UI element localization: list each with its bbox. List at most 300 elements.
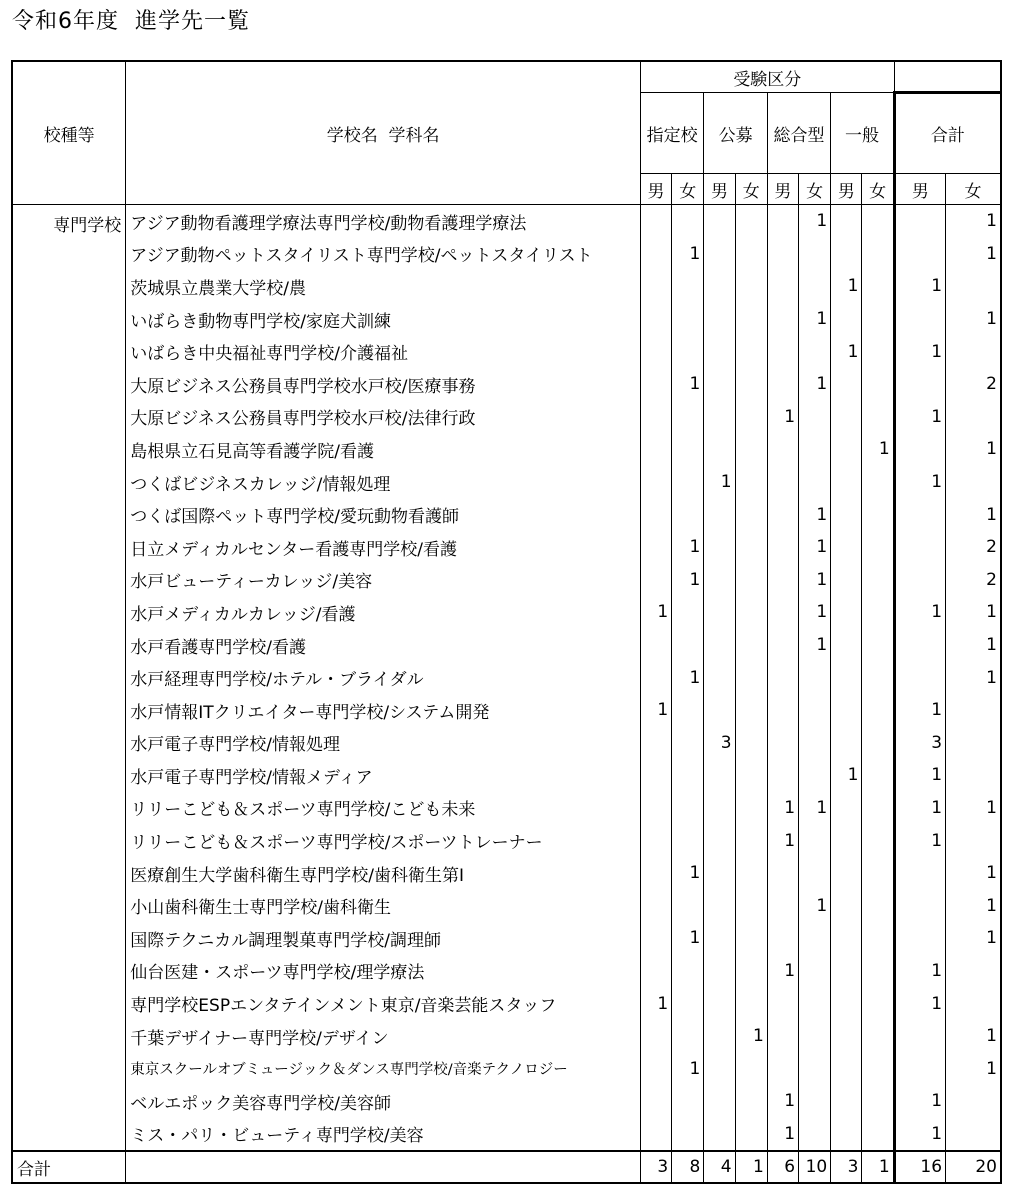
count-cell [862,1118,894,1152]
count-cell [735,238,767,271]
school-name-cell: 水戸メディカルカレッジ/看護 [126,596,641,629]
count-cell [799,466,831,499]
total-count-cell: 3 [831,1151,862,1183]
count-cell [735,759,767,792]
count-cell [894,564,945,597]
count-cell [640,629,671,662]
count-cell [672,629,704,662]
count-cell [704,596,735,629]
count-cell: 1 [894,1085,945,1118]
totals-label: 合計 [12,1151,126,1183]
count-cell: 1 [946,661,1001,694]
count-cell [672,303,704,336]
count-cell [799,759,831,792]
totals-blank-cell [126,1151,641,1183]
count-cell [831,1052,862,1085]
count-cell: 2 [946,564,1001,597]
school-name-cell: いばらき中央福祉専門学校/介護福祉 [126,335,641,368]
count-cell [704,1052,735,1085]
count-cell [672,824,704,857]
count-cell [799,1085,831,1118]
totals-row [12,1151,1001,1183]
count-cell: 1 [672,238,704,271]
count-cell [862,889,894,922]
count-cell [640,1118,671,1152]
table-row [12,824,1001,857]
count-cell [704,792,735,825]
count-cell [672,987,704,1020]
count-cell [767,368,798,401]
count-cell [735,1085,767,1118]
table-row [12,987,1001,1020]
count-cell: 3 [894,727,945,760]
count-cell [704,433,735,466]
count-cell: 1 [946,922,1001,955]
count-cell [704,857,735,890]
header-exam-comprehensive: 総合型 [767,93,830,174]
count-cell [831,629,862,662]
count-cell [704,694,735,727]
count-cell [640,401,671,434]
count-cell [799,1118,831,1152]
count-cell [735,564,767,597]
count-cell [831,1020,862,1053]
header-male: 男 [704,174,735,205]
count-cell [894,629,945,662]
count-cell [640,889,671,922]
count-cell [799,270,831,303]
count-cell [735,661,767,694]
count-cell [735,727,767,760]
count-cell [704,401,735,434]
page-title: 令和6年度 進学先一覧 [12,9,250,34]
count-cell [704,205,735,238]
count-cell: 1 [946,205,1001,238]
count-cell [799,238,831,271]
count-cell: 1 [946,238,1001,271]
school-name-cell: 東京スクールオブミュージック＆ダンス専門学校/音楽テクノロジー [126,1052,641,1085]
count-cell: 1 [946,629,1001,662]
count-cell [704,661,735,694]
count-cell: 1 [799,564,831,597]
count-cell [862,694,894,727]
count-cell [704,564,735,597]
count-cell: 1 [894,759,945,792]
count-cell [672,1118,704,1152]
count-cell [831,727,862,760]
count-cell [831,1085,862,1118]
count-cell [862,531,894,564]
count-cell [640,857,671,890]
count-cell [946,335,1001,368]
count-cell [946,759,1001,792]
total-count-cell: 1 [735,1151,767,1183]
count-cell [894,498,945,531]
header-female: 女 [735,174,767,205]
count-cell [735,1118,767,1152]
count-cell [767,987,798,1020]
count-cell [831,1118,862,1152]
count-cell [640,759,671,792]
table-row [12,1052,1001,1085]
count-cell [862,1020,894,1053]
count-cell [831,368,862,401]
school-name-cell: つくば国際ペット専門学校/愛玩動物看護師 [126,498,641,531]
count-cell [640,1085,671,1118]
count-cell [862,792,894,825]
table-row [12,792,1001,825]
count-cell: 1 [946,596,1001,629]
count-cell [894,433,945,466]
count-cell [862,759,894,792]
count-cell [894,238,945,271]
school-name-cell: つくばビジネスカレッジ/情報処理 [126,466,641,499]
count-cell [704,335,735,368]
count-cell [894,1052,945,1085]
count-cell [640,433,671,466]
count-cell [767,922,798,955]
school-name-cell: 日立メディカルセンター看護専門学校/看護 [126,531,641,564]
table-row [12,531,1001,564]
table-row [12,564,1001,597]
count-cell [735,368,767,401]
count-cell [831,466,862,499]
count-cell [672,792,704,825]
count-cell [735,922,767,955]
count-cell [735,270,767,303]
count-cell [862,987,894,1020]
count-cell [799,824,831,857]
count-cell [767,596,798,629]
table-row [12,889,1001,922]
count-cell: 2 [946,531,1001,564]
count-cell [831,824,862,857]
count-cell [735,889,767,922]
school-name-cell: リリーこども＆スポーツ専門学校/スポーツトレーナー [126,824,641,857]
count-cell [894,889,945,922]
count-cell [767,727,798,760]
count-cell [767,564,798,597]
count-cell: 1 [704,466,735,499]
count-cell [894,1020,945,1053]
count-cell [672,596,704,629]
count-cell [735,303,767,336]
count-cell [862,238,894,271]
header-female: 女 [672,174,704,205]
school-name-cell: ミス・パリ・ビューティ専門学校/美容 [126,1118,641,1152]
count-cell [735,694,767,727]
header-female: 女 [946,174,1001,205]
header-male: 男 [767,174,798,205]
table-row [12,694,1001,727]
school-name-cell: ベルエポック美容専門学校/美容師 [126,1085,641,1118]
count-cell [672,727,704,760]
count-cell: 1 [640,987,671,1020]
count-cell [704,889,735,922]
header-exam-group: 受験区分 [640,61,894,93]
count-cell [831,661,862,694]
school-name-cell: 茨城県立農業大学校/農 [126,270,641,303]
count-cell [735,466,767,499]
header-male: 男 [894,174,945,205]
count-cell [672,955,704,988]
count-cell: 1 [799,531,831,564]
count-cell [767,498,798,531]
count-cell: 1 [640,694,671,727]
count-cell [831,889,862,922]
school-name-cell: アジア動物看護理学療法専門学校/動物看護理学療法 [126,205,641,238]
count-cell: 1 [767,1085,798,1118]
count-cell: 1 [831,270,862,303]
count-cell [894,857,945,890]
count-cell [767,270,798,303]
school-name-cell: 水戸看護専門学校/看護 [126,629,641,662]
table-row [12,629,1001,662]
count-cell: 1 [946,498,1001,531]
count-cell [862,1052,894,1085]
school-name-cell: 大原ビジネス公務員専門学校水戸校/法律行政 [126,401,641,434]
count-cell [946,270,1001,303]
count-cell [831,531,862,564]
count-cell [799,661,831,694]
count-cell [704,531,735,564]
count-cell [799,727,831,760]
count-cell [946,401,1001,434]
count-cell [946,824,1001,857]
total-count-cell: 10 [799,1151,831,1183]
count-cell [862,922,894,955]
count-cell [640,238,671,271]
count-cell [767,857,798,890]
count-cell [735,987,767,1020]
count-cell: 1 [946,1020,1001,1053]
count-cell [862,596,894,629]
count-cell [704,303,735,336]
table-row [12,922,1001,955]
count-cell [704,824,735,857]
school-name-cell: 医療創生大学歯科衛生専門学校/歯科衛生第Ⅰ [126,857,641,890]
count-cell [735,401,767,434]
count-cell: 1 [946,303,1001,336]
count-cell [862,564,894,597]
school-name-cell: 水戸電子専門学校/情報メディア [126,759,641,792]
count-cell [767,1052,798,1085]
table-row [12,466,1001,499]
count-cell [704,629,735,662]
count-cell [894,531,945,564]
table-row [12,661,1001,694]
count-cell: 1 [672,922,704,955]
table-row [12,401,1001,434]
count-cell [767,433,798,466]
count-cell: 1 [767,824,798,857]
count-cell [704,1085,735,1118]
count-cell [735,498,767,531]
count-cell: 1 [672,661,704,694]
count-cell: 1 [894,596,945,629]
count-cell [862,824,894,857]
count-cell [735,531,767,564]
count-cell [799,857,831,890]
table-row [12,727,1001,760]
count-cell [799,335,831,368]
count-cell [735,433,767,466]
school-name-cell: 水戸情報ITクリエイター専門学校/システム開発 [126,694,641,727]
count-cell [831,238,862,271]
count-cell [672,1085,704,1118]
count-cell [640,955,671,988]
count-cell [831,922,862,955]
count-cell [767,238,798,271]
count-cell [704,1020,735,1053]
count-cell [799,987,831,1020]
count-cell [704,955,735,988]
header-exam-public: 公募 [704,93,767,174]
count-cell [672,270,704,303]
count-cell [894,922,945,955]
count-cell [946,987,1001,1020]
count-cell [704,270,735,303]
count-cell: 1 [946,433,1001,466]
table-row [12,1085,1001,1118]
count-cell: 3 [704,727,735,760]
count-cell [831,205,862,238]
count-cell [735,824,767,857]
school-name-cell: 国際テクニカル調理製菓専門学校/調理師 [126,922,641,955]
count-cell [767,205,798,238]
table-row [12,238,1001,271]
count-cell [735,335,767,368]
count-cell [946,955,1001,988]
table-row [12,1020,1001,1053]
count-cell: 1 [672,531,704,564]
count-cell [704,987,735,1020]
count-cell [672,1020,704,1053]
category-cell: 専門学校 [12,205,126,1152]
count-cell [831,564,862,597]
count-cell [831,303,862,336]
header-school: 学校名 学科名 [126,61,641,205]
count-cell [862,335,894,368]
count-cell: 1 [894,270,945,303]
total-count-cell: 1 [862,1151,894,1183]
count-cell: 1 [799,303,831,336]
count-cell [735,1052,767,1085]
count-cell [799,1052,831,1085]
count-cell [767,759,798,792]
count-cell [767,661,798,694]
count-cell [640,1052,671,1085]
count-cell [862,498,894,531]
count-cell: 1 [735,1020,767,1053]
count-cell [799,694,831,727]
table-row [12,1118,1001,1152]
count-cell: 1 [894,466,945,499]
count-cell: 1 [894,401,945,434]
count-cell [640,564,671,597]
count-cell [767,1020,798,1053]
count-cell [831,694,862,727]
count-cell: 1 [767,401,798,434]
count-cell: 1 [894,987,945,1020]
count-cell [735,955,767,988]
count-cell [894,368,945,401]
header-category: 校種等 [12,61,126,205]
header-male: 男 [831,174,862,205]
count-cell: 1 [894,792,945,825]
table-row [12,205,1001,238]
count-cell [831,987,862,1020]
count-cell: 1 [894,824,945,857]
total-count-cell: 16 [894,1151,945,1183]
count-cell [704,922,735,955]
count-cell [767,889,798,922]
count-cell: 1 [767,792,798,825]
count-cell [672,889,704,922]
count-cell [862,401,894,434]
school-name-cell: 島根県立石見高等看護学院/看護 [126,433,641,466]
count-cell [862,205,894,238]
header-total: 合計 [894,93,1001,174]
count-cell [672,498,704,531]
count-cell: 1 [640,596,671,629]
count-cell [704,238,735,271]
count-cell: 1 [672,368,704,401]
table-row [12,596,1001,629]
count-cell: 1 [672,857,704,890]
count-cell [672,205,704,238]
school-name-cell: 水戸経理専門学校/ホテル・ブライダル [126,661,641,694]
count-cell [735,596,767,629]
count-cell [799,401,831,434]
count-cell [767,303,798,336]
school-name-cell: アジア動物ペットスタイリスト専門学校/ペットスタイリスト [126,238,641,271]
count-cell [640,661,671,694]
count-cell [799,955,831,988]
count-cell [831,433,862,466]
school-name-cell: 水戸電子専門学校/情報処理 [126,727,641,760]
count-cell [735,792,767,825]
count-cell: 1 [799,792,831,825]
count-cell [894,661,945,694]
count-cell: 1 [799,498,831,531]
count-cell: 1 [799,596,831,629]
table-row [12,759,1001,792]
count-cell [640,824,671,857]
table-row [12,270,1001,303]
total-count-cell: 20 [946,1151,1001,1183]
school-name-cell: 大原ビジネス公務員専門学校水戸校/医療事務 [126,368,641,401]
count-cell [767,531,798,564]
count-cell [799,433,831,466]
count-cell [862,727,894,760]
count-cell: 1 [946,889,1001,922]
count-cell: 1 [799,629,831,662]
count-cell: 1 [946,857,1001,890]
count-cell [767,694,798,727]
count-cell: 1 [946,792,1001,825]
count-cell [672,466,704,499]
count-cell [831,596,862,629]
header-exam-designated: 指定校 [640,93,703,174]
count-cell [640,368,671,401]
count-cell [672,433,704,466]
count-cell [946,727,1001,760]
school-name-cell: いばらき動物専門学校/家庭犬訓練 [126,303,641,336]
count-cell: 1 [894,335,945,368]
header-blank [894,61,1001,93]
count-cell [862,629,894,662]
